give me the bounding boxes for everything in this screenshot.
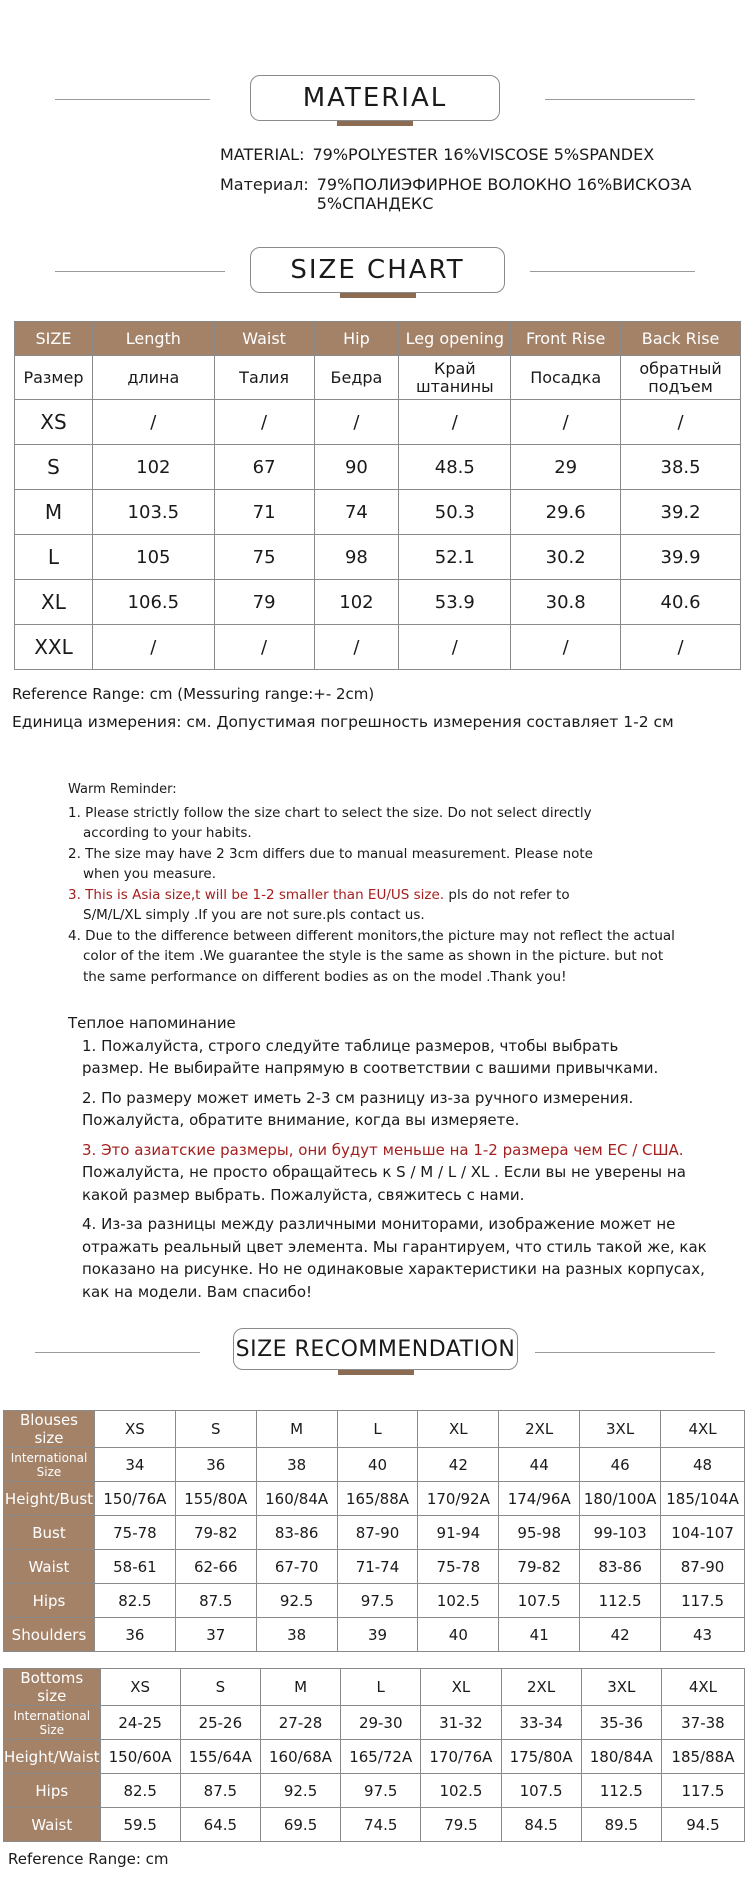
size-chart-header-row xyxy=(15,322,741,356)
material-heading xyxy=(0,75,750,125)
header-cell: Back Rise xyxy=(621,322,741,356)
value-cell: 155/80A xyxy=(175,1482,256,1516)
row-label-cell: Shoulders xyxy=(4,1618,95,1652)
value-cell: 160/68A xyxy=(260,1740,340,1774)
header-ru-cell: Бедра xyxy=(314,356,399,400)
table-row xyxy=(4,1618,745,1652)
size-header-cell: XL xyxy=(418,1411,499,1448)
row-label-cell: Waist xyxy=(4,1808,101,1842)
size-value-cell: 79 xyxy=(214,580,314,625)
reminder-item: 2. The size may have 2 3cm differs due to manual measurement. Please note when you measure. xyxy=(68,845,593,882)
material-ru-value: 79%ПОЛИЭФИРНОЕ ВОЛОКНО 16%ВИСКОЗА 5%СПАНДЕКС xyxy=(316,175,692,213)
size-value-cell: / xyxy=(92,400,214,445)
value-cell: 42 xyxy=(580,1618,661,1652)
size-header-cell: S xyxy=(175,1411,256,1448)
size-value-cell: / xyxy=(511,625,621,670)
row-label-cell: International Size xyxy=(4,1448,95,1482)
value-cell: 117.5 xyxy=(661,1584,745,1618)
material-en-value: 79%POLYESTER 16%VISCOSE 5%SPANDEX xyxy=(312,145,655,164)
value-cell: 59.5 xyxy=(100,1808,180,1842)
size-header-cell: 4XL xyxy=(661,1669,744,1706)
size-value-cell: 71 xyxy=(214,490,314,535)
value-cell: 165/88A xyxy=(337,1482,418,1516)
table-row xyxy=(4,1774,745,1808)
warm-reminder-ru xyxy=(68,1012,728,1310)
size-value-cell: / xyxy=(511,400,621,445)
header-cell: Hip xyxy=(314,322,399,356)
size-chart-body xyxy=(15,400,741,670)
value-cell: 48 xyxy=(661,1448,745,1482)
size-header-cell: 2XL xyxy=(499,1411,580,1448)
material-ru-label: Материал: xyxy=(220,175,309,194)
size-value-cell: 38.5 xyxy=(621,445,741,490)
size-header-cell: L xyxy=(337,1411,418,1448)
reminder-ru-item: 4. Из-за разницы между различными мониторами, изображение может не отражать реальный цвет элемента. Мы гарантируем, что стиль такой же, как показано на рисунке. Но не одинаковые характеристики на разных корпусах, как на модели. Вам спасибо! xyxy=(82,1215,707,1301)
value-cell: 87-90 xyxy=(337,1516,418,1550)
blouses-size-table xyxy=(3,1410,745,1652)
row-label-cell: Bust xyxy=(4,1516,95,1550)
table-row xyxy=(4,1550,745,1584)
value-cell: 160/84A xyxy=(256,1482,337,1516)
size-header-cell: L xyxy=(341,1669,421,1706)
size-recommendation-heading-text: SIZE RECOMMENDATION xyxy=(235,1336,516,1362)
value-cell: 84.5 xyxy=(501,1808,581,1842)
value-cell: 170/92A xyxy=(418,1482,499,1516)
value-cell: 37-38 xyxy=(661,1706,744,1740)
size-value-cell: 39.9 xyxy=(621,535,741,580)
size-value-cell: / xyxy=(214,400,314,445)
size-value-cell: 52.1 xyxy=(399,535,511,580)
value-cell: 95-98 xyxy=(499,1516,580,1550)
value-cell: 37 xyxy=(175,1618,256,1652)
value-cell: 67-70 xyxy=(256,1550,337,1584)
size-value-cell: 40.6 xyxy=(621,580,741,625)
size-value-cell: 53.9 xyxy=(399,580,511,625)
reminder-item-highlight: 3. This is Asia size,t will be 1-2 smaller than EU/US size. xyxy=(68,886,445,903)
size-chart-ru-header-row xyxy=(15,356,741,400)
header-cell: Length xyxy=(92,322,214,356)
size-chart-row xyxy=(15,580,741,625)
size-value-cell: 90 xyxy=(314,445,399,490)
value-cell: 79-82 xyxy=(499,1550,580,1584)
size-value-cell: / xyxy=(92,625,214,670)
value-cell: 58-61 xyxy=(94,1550,175,1584)
table-row xyxy=(4,1482,745,1516)
value-cell: 87.5 xyxy=(180,1774,260,1808)
blouses-header-row xyxy=(4,1411,745,1448)
value-cell: 99-103 xyxy=(580,1516,661,1550)
value-cell: 175/80A xyxy=(501,1740,581,1774)
value-cell: 29-30 xyxy=(341,1706,421,1740)
value-cell: 185/104A xyxy=(661,1482,745,1516)
size-label-cell: L xyxy=(15,535,93,580)
value-cell: 102.5 xyxy=(418,1584,499,1618)
value-cell: 25-26 xyxy=(180,1706,260,1740)
size-value-cell: 39.2 xyxy=(621,490,741,535)
material-en-row xyxy=(220,145,720,164)
size-value-cell: 48.5 xyxy=(399,445,511,490)
size-chart-row xyxy=(15,445,741,490)
size-value-cell: 29 xyxy=(511,445,621,490)
value-cell: 150/60A xyxy=(100,1740,180,1774)
size-value-cell: 102 xyxy=(92,445,214,490)
value-cell: 180/100A xyxy=(580,1482,661,1516)
value-cell: 82.5 xyxy=(100,1774,180,1808)
table-row xyxy=(4,1448,745,1482)
value-cell: 89.5 xyxy=(581,1808,661,1842)
size-value-cell: / xyxy=(314,625,399,670)
size-value-cell: 102 xyxy=(314,580,399,625)
reminder-item: 4. Due to the difference between different monitors,the picture may not reflect the actual color of the item .We guarantee the style is the same as shown in the picture. but not the same performance on different bodies as on the model .Thank you! xyxy=(68,927,675,985)
reminder-ru-item: 1. Пожалуйста, строго следуйте таблице размеров, чтобы выбрать размер. Не выбирайте напрямую в соответствии с вашими привычками. xyxy=(82,1036,659,1077)
header-cell: Waist xyxy=(214,322,314,356)
header-cell: Front Rise xyxy=(511,322,621,356)
size-value-cell: 98 xyxy=(314,535,399,580)
size-value-cell: / xyxy=(399,625,511,670)
header-ru-cell: обратный подъем xyxy=(621,356,741,400)
bottoms-header-row xyxy=(4,1669,745,1706)
size-label-cell: XS xyxy=(15,400,93,445)
header-cell: SIZE xyxy=(15,322,93,356)
row-label-cell: Hips xyxy=(4,1774,101,1808)
size-header-cell: 3XL xyxy=(581,1669,661,1706)
header-ru-cell: Размер xyxy=(15,356,93,400)
size-header-cell: 2XL xyxy=(501,1669,581,1706)
size-recommendation-heading xyxy=(0,1328,750,1378)
value-cell: 92.5 xyxy=(260,1774,340,1808)
size-header-cell: 4XL xyxy=(661,1411,745,1448)
value-cell: 107.5 xyxy=(501,1774,581,1808)
value-cell: 117.5 xyxy=(661,1774,744,1808)
size-header-cell: XS xyxy=(94,1411,175,1448)
row-label-cell: Waist xyxy=(4,1550,95,1584)
size-header-cell: M xyxy=(260,1669,340,1706)
reminder-ru-item-rest: Пожалуйста, не просто обращайтесь к S / M / L / XL . Если вы не уверены на какой размер выбрать. Пожалуйста, свяжитесь с нами. xyxy=(82,1163,686,1204)
value-cell: 64.5 xyxy=(180,1808,260,1842)
value-cell: 27-28 xyxy=(260,1706,340,1740)
reminder-ru-item: 2. По размеру может иметь 2-3 см разницу из-за ручного измерения. Пожалуйста, обратите внимание, когда вы измеряете. xyxy=(82,1088,634,1129)
row-label-cell: Hips xyxy=(4,1584,95,1618)
value-cell: 74.5 xyxy=(341,1808,421,1842)
reminder-ru-item xyxy=(68,1139,698,1207)
row-label-cell: Height/Bust xyxy=(4,1482,95,1516)
size-value-cell: 30.2 xyxy=(511,535,621,580)
size-value-cell: 30.8 xyxy=(511,580,621,625)
size-chart-row xyxy=(15,490,741,535)
header-ru-cell: Посадка xyxy=(511,356,621,400)
value-cell: 40 xyxy=(337,1448,418,1482)
size-chart-row xyxy=(15,400,741,445)
value-cell: 97.5 xyxy=(337,1584,418,1618)
warm-reminder-en xyxy=(68,780,708,987)
size-header-cell: S xyxy=(180,1669,260,1706)
value-cell: 83-86 xyxy=(256,1516,337,1550)
size-label-cell: M xyxy=(15,490,93,535)
size-chart-heading xyxy=(0,247,750,297)
value-cell: 33-34 xyxy=(501,1706,581,1740)
size-header-cell: XS xyxy=(100,1669,180,1706)
size-chart-heading-text: SIZE CHART xyxy=(290,255,465,285)
size-header-cell: XL xyxy=(421,1669,501,1706)
warm-reminder-title: Warm Reminder: xyxy=(68,782,177,797)
row-label-cell: International Size xyxy=(4,1706,101,1740)
material-en-label: MATERIAL: xyxy=(220,145,305,164)
size-label-cell: S xyxy=(15,445,93,490)
size-value-cell: / xyxy=(621,400,741,445)
value-cell: 79-82 xyxy=(175,1516,256,1550)
size-value-cell: 50.3 xyxy=(399,490,511,535)
size-chart-row xyxy=(15,535,741,580)
value-cell: 155/64A xyxy=(180,1740,260,1774)
table-row xyxy=(4,1706,745,1740)
value-cell: 34 xyxy=(94,1448,175,1482)
value-cell: 92.5 xyxy=(256,1584,337,1618)
warm-reminder-ru-title: Теплое напоминание xyxy=(68,1014,236,1032)
reminder-item-rest: pls do not refer to S/M/L/XL simply .If you are not sure.pls contact us. xyxy=(83,886,570,923)
value-cell: 185/88A xyxy=(661,1740,744,1774)
size-value-cell: 75 xyxy=(214,535,314,580)
bottoms-size-table xyxy=(3,1668,745,1842)
size-chart-reference-ru: Единица измерения: см. Допустимая погрешность измерения составляет 1-2 см xyxy=(12,713,674,731)
value-cell: 71-74 xyxy=(337,1550,418,1584)
size-value-cell: / xyxy=(314,400,399,445)
table-row xyxy=(4,1740,745,1774)
value-cell: 43 xyxy=(661,1618,745,1652)
size-value-cell: 29.6 xyxy=(511,490,621,535)
value-cell: 36 xyxy=(175,1448,256,1482)
value-cell: 46 xyxy=(580,1448,661,1482)
size-value-cell: 105 xyxy=(92,535,214,580)
value-cell: 87-90 xyxy=(661,1550,745,1584)
value-cell: 75-78 xyxy=(94,1516,175,1550)
reminder-item xyxy=(68,885,628,926)
size-label-cell: XXL xyxy=(15,625,93,670)
value-cell: 83-86 xyxy=(580,1550,661,1584)
size-label-cell: XL xyxy=(15,580,93,625)
value-cell: 97.5 xyxy=(341,1774,421,1808)
recommendation-reference: Reference Range: cm xyxy=(8,1850,169,1868)
value-cell: 174/96A xyxy=(499,1482,580,1516)
size-header-cell: 3XL xyxy=(580,1411,661,1448)
material-ru-row xyxy=(220,175,710,213)
size-chart-row xyxy=(15,625,741,670)
size-value-cell: 67 xyxy=(214,445,314,490)
reminder-ru-item-highlight: 3. Это азиатские размеры, они будут меньше на 1-2 размера чем EC / США. xyxy=(82,1140,684,1159)
value-cell: 82.5 xyxy=(94,1584,175,1618)
value-cell: 31-32 xyxy=(421,1706,501,1740)
size-value-cell: 103.5 xyxy=(92,490,214,535)
header-ru-cell: Талия xyxy=(214,356,314,400)
row-label-cell: Height/Waist xyxy=(4,1740,101,1774)
value-cell: 102.5 xyxy=(421,1774,501,1808)
header-ru-cell: Край штанины xyxy=(399,356,511,400)
value-cell: 24-25 xyxy=(100,1706,180,1740)
size-chart-reference-en: Reference Range: cm (Messuring range:+- 2cm) xyxy=(12,685,375,703)
value-cell: 87.5 xyxy=(175,1584,256,1618)
value-cell: 41 xyxy=(499,1618,580,1652)
value-cell: 62-66 xyxy=(175,1550,256,1584)
material-heading-text: MATERIAL xyxy=(302,83,448,113)
size-value-cell: 74 xyxy=(314,490,399,535)
value-cell: 38 xyxy=(256,1448,337,1482)
size-header-cell: M xyxy=(256,1411,337,1448)
value-cell: 170/76A xyxy=(421,1740,501,1774)
value-cell: 165/72A xyxy=(341,1740,421,1774)
value-cell: 44 xyxy=(499,1448,580,1482)
size-value-cell: / xyxy=(399,400,511,445)
bottoms-header-label: Bottoms size xyxy=(4,1669,101,1706)
header-cell: Leg opening xyxy=(399,322,511,356)
size-value-cell: 106.5 xyxy=(92,580,214,625)
value-cell: 42 xyxy=(418,1448,499,1482)
size-chart-table xyxy=(14,321,741,670)
value-cell: 91-94 xyxy=(418,1516,499,1550)
value-cell: 36 xyxy=(94,1618,175,1652)
value-cell: 35-36 xyxy=(581,1706,661,1740)
value-cell: 107.5 xyxy=(499,1584,580,1618)
value-cell: 104-107 xyxy=(661,1516,745,1550)
reminder-item: 1. Please strictly follow the size chart to select the size. Do not select directly according to your habits. xyxy=(68,804,592,841)
header-ru-cell: длина xyxy=(92,356,214,400)
value-cell: 40 xyxy=(418,1618,499,1652)
size-value-cell: / xyxy=(214,625,314,670)
table-row xyxy=(4,1584,745,1618)
value-cell: 150/76A xyxy=(94,1482,175,1516)
value-cell: 112.5 xyxy=(581,1774,661,1808)
value-cell: 180/84A xyxy=(581,1740,661,1774)
value-cell: 94.5 xyxy=(661,1808,744,1842)
value-cell: 112.5 xyxy=(580,1584,661,1618)
table-row xyxy=(4,1516,745,1550)
value-cell: 75-78 xyxy=(418,1550,499,1584)
value-cell: 38 xyxy=(256,1618,337,1652)
table-row xyxy=(4,1808,745,1842)
value-cell: 39 xyxy=(337,1618,418,1652)
value-cell: 69.5 xyxy=(260,1808,340,1842)
blouses-header-label: Blouses size xyxy=(4,1411,95,1448)
value-cell: 79.5 xyxy=(421,1808,501,1842)
size-value-cell: / xyxy=(621,625,741,670)
